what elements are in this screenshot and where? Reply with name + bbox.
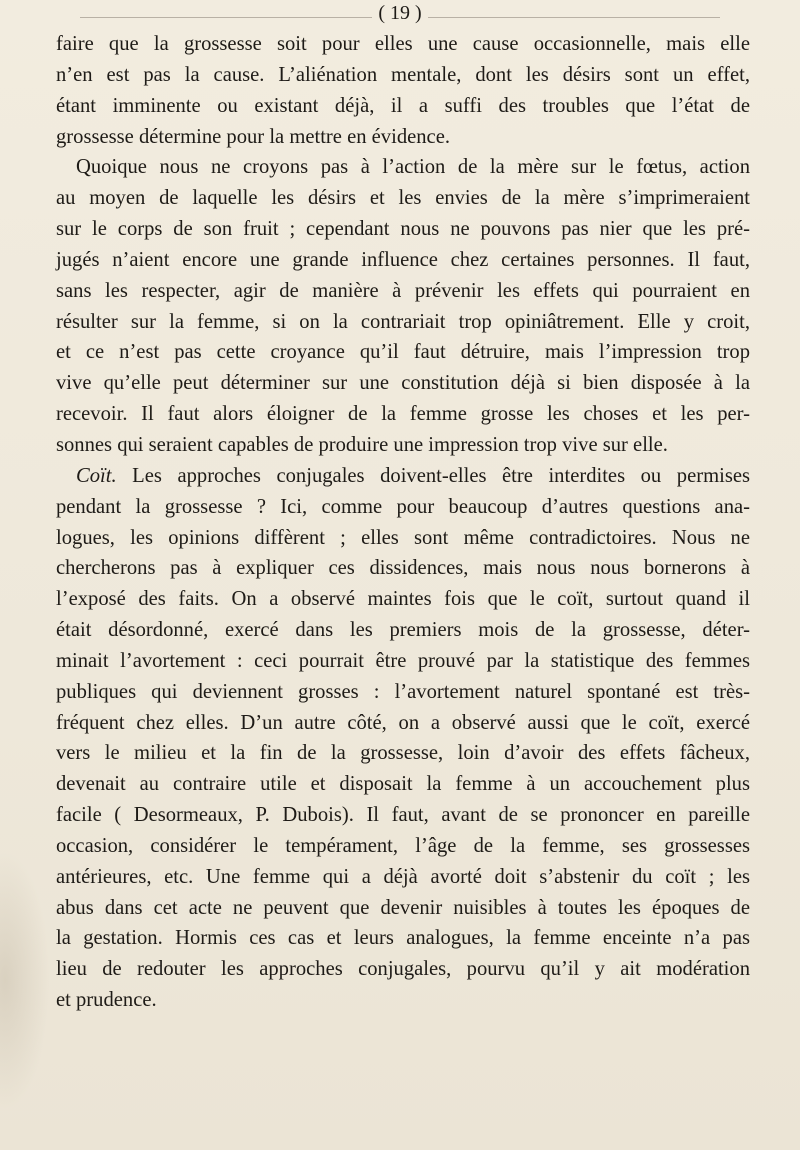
paragraph	[56, 461, 750, 1016]
text-line	[56, 399, 750, 430]
line-text: logues, les opinions diffèrent ; elles sont même contradictoires. Nous ne	[56, 526, 750, 549]
text-line	[56, 183, 750, 214]
line-text: grossesse détermine pour la mettre en évidence.	[56, 125, 450, 148]
text-line	[56, 276, 750, 307]
text-line	[56, 923, 750, 954]
line-text: pendant la grossesse ? Ici, comme pour beaucoup d’autres questions ana-	[56, 495, 750, 518]
line-text: faire que la grossesse soit pour elles une cause occasionnelle, mais elle	[56, 33, 750, 55]
line-text: résulter sur la femme, si on la contrariait trop opiniâtrement. Elle y croit,	[56, 310, 750, 333]
line-text: vive qu’elle peut déterminer sur une constitution déjà si bien disposée à la	[56, 372, 750, 395]
text-line	[56, 122, 750, 153]
line-text: Les approches conjugales doivent-elles être interdites ou permises	[116, 464, 750, 487]
text-line	[56, 862, 750, 893]
text-line	[56, 214, 750, 245]
line-text: sans les respecter, agir de manière à prévenir les effets qui pourraient en	[56, 279, 750, 302]
text-line	[56, 553, 750, 584]
text-line	[56, 769, 750, 800]
line-text: publiques qui deviennent grosses : l’avortement naturel spontané est très-	[56, 680, 750, 703]
text-line	[56, 738, 750, 769]
line-text: fréquent chez elles. D’un autre côté, on a observé aussi que le coït, exercé	[56, 711, 750, 734]
line-text: devenait au contraire utile et disposait la femme à un accouchement plus	[56, 773, 750, 796]
text-line	[56, 152, 750, 183]
text-line	[56, 954, 750, 985]
text-line	[56, 893, 750, 924]
paragraph	[56, 29, 750, 152]
paragraph	[56, 152, 750, 460]
text-line	[56, 307, 750, 338]
text-line	[56, 492, 750, 523]
line-text: antérieures, etc. Une femme qui a déjà avorté doit s’abstenir du coït ; les	[56, 865, 750, 888]
line-text: sonnes qui seraient capables de produire une impression trop vive sur elle.	[56, 433, 668, 456]
line-text: au moyen de laquelle les désirs et les envies de la mère s’imprimeraient	[56, 187, 750, 210]
paper-stain	[0, 850, 50, 1110]
line-text: et ce n’est pas cette croyance qu’il faut détruire, mais l’impression trop	[56, 341, 750, 364]
text-line	[56, 60, 750, 91]
page-number	[0, 3, 800, 23]
text-line	[56, 245, 750, 276]
section-heading: Coït.	[76, 464, 117, 487]
text-line	[56, 708, 750, 739]
line-text: n’en est pas la cause. L’aliénation mentale, dont les désirs sont un effet,	[56, 63, 750, 86]
line-text: occasion, considérer le tempérament, l’âge de la femme, ses grossesses	[56, 834, 750, 857]
page-header	[0, 3, 800, 25]
text-line	[56, 646, 750, 677]
text-line	[56, 91, 750, 122]
line-text: jugés n’aient encore une grande influence chez certaines personnes. Il faut,	[56, 248, 750, 271]
text-line	[56, 29, 750, 60]
text-line	[56, 584, 750, 615]
line-text: abus dans cet acte ne peuvent que devenir nuisibles à toutes les époques de	[56, 896, 750, 919]
text-line	[56, 461, 750, 492]
line-text: sur le corps de son fruit ; cependant nous ne pouvons pas nier que les pré-	[56, 218, 750, 241]
text-line	[56, 831, 750, 862]
line-text: minait l’avortement : ceci pourrait être prouvé par la statistique des femmes	[56, 649, 750, 672]
text-line	[56, 615, 750, 646]
line-text: Quoique nous ne croyons pas à l’action de la mère sur le fœtus, action	[76, 156, 750, 179]
page-number-text: ( 19 )	[372, 2, 427, 24]
text-line	[56, 368, 750, 399]
line-text: recevoir. Il faut alors éloigner de la femme grosse les choses et les per-	[56, 403, 750, 426]
line-text: vers le milieu et la fin de la grossesse, loin d’avoir des effets fâcheux,	[56, 742, 750, 765]
line-text: et prudence.	[56, 989, 157, 1012]
line-text: lieu de redouter les approches conjugales, pourvu qu’il y ait modération	[56, 958, 750, 981]
line-text: était désordonné, exercé dans les premiers mois de la grossesse, déter-	[56, 619, 750, 642]
body-text	[56, 29, 750, 1016]
line-text: facile ( Desormeaux, P. Dubois). Il faut, avant de se prononcer en pareille	[56, 804, 750, 827]
line-text: l’exposé des faits. On a observé maintes fois que le coït, surtout quand il	[56, 588, 750, 611]
line-text: la gestation. Hormis ces cas et leurs analogues, la femme enceinte n’a pas	[56, 927, 750, 950]
text-line	[56, 985, 750, 1016]
text-line	[56, 800, 750, 831]
line-text: étant imminente ou existant déjà, il a suffi des troubles que l’état de	[56, 94, 750, 117]
text-line	[56, 677, 750, 708]
text-line	[56, 523, 750, 554]
text-line	[56, 430, 750, 461]
text-line	[56, 337, 750, 368]
line-text: chercherons pas à expliquer ces dissidences, mais nous nous bornerons à	[56, 557, 750, 580]
